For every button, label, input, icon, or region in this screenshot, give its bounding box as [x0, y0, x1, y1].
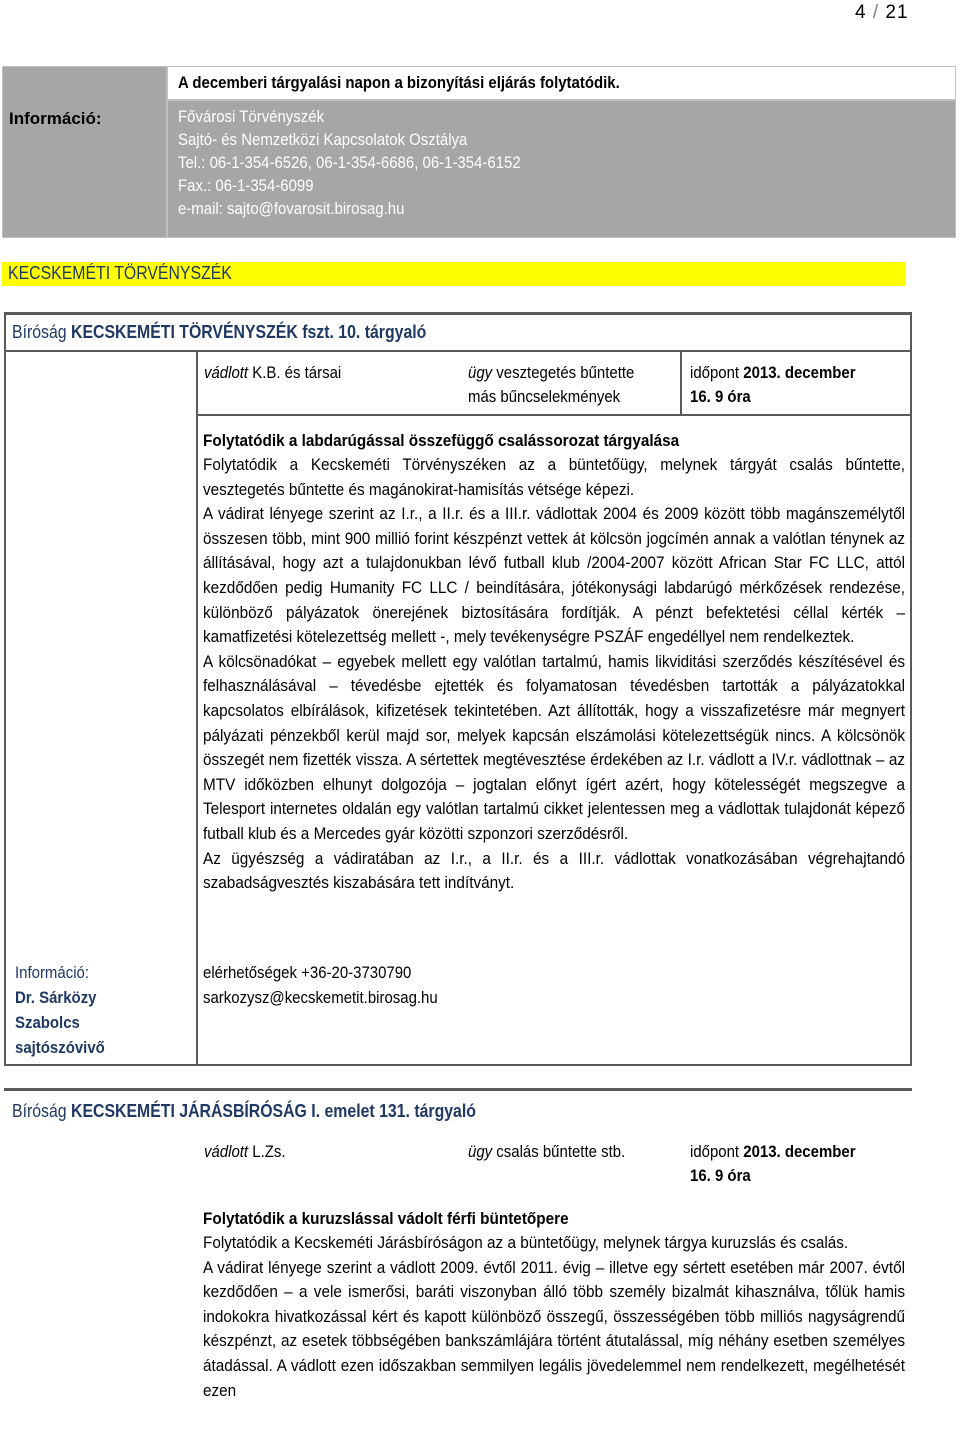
case1-time-line1: 2013. december — [743, 363, 856, 382]
case2-heading: Folytatódik a kuruzslással vádolt férfi büntetőpere — [203, 1209, 569, 1228]
case1-paragraph: A vádirat lényege szerint az I.r., a II.r. és a III.r. vádlottak 2004 és 2009 között több magánszemélytől összesen több, mint 900 millió forint készpénzt vettek át kölcsön jogcímén annak a valótlan ténynek az állításával, hogy azt a tulajdonukban lévő futball klub /2004-2007 között African Star FC LLC, attól kezdődően pedig Humanity FC LLC / beindítására, jótékonysági labdarúgó mérkőzések rendezése, különböző pályázatok önerejének biztosítására fordítják. A pénzt befektetési céllal kérték – kamatfizetési kötelezettség mellett -, mely tevékenységre PSZÁF engedéllyel nem rendelkeztek. — [203, 504, 905, 647]
case1-contact-label: Információ: — [15, 963, 90, 982]
info-contact-cell — [167, 100, 956, 238]
case1-case — [468, 361, 634, 409]
case1-time-line2: 16. 9 óra — [690, 387, 751, 406]
info-line: Fax.: 06-1-354-6099 — [178, 176, 314, 195]
case1-defendant-label: vádlott — [204, 363, 249, 382]
case1-paragraph: Az ügyészség a vádiratában az I.r., a II.r. és a III.r. vádlottak vonatkozásában végrehajtandó szabadságvesztés kiszabására tett indítványt. — [203, 848, 905, 893]
case1-title-court: KECSKEMÉTI TÖRVÉNYSZÉK — [71, 322, 298, 342]
case2-paragraph: Folytatódik a Kecskeméti Járásbíróságon az a büntetőügy, melynek tárgya kuruzslás és csalás. — [203, 1233, 849, 1252]
case1-body — [203, 428, 905, 896]
case2-header-row — [198, 1128, 912, 1194]
case2-time-line2: 16. 9 óra — [690, 1166, 751, 1185]
case1-contact-name: Dr. Sárközy — [15, 988, 97, 1007]
case2-case-line1: csalás bűntette stb. — [496, 1142, 626, 1161]
case2-time-line1: 2013. december — [743, 1142, 856, 1161]
case2-defendant-value: L.Zs. — [252, 1142, 286, 1161]
case1-col-divider — [196, 350, 198, 1066]
case2-title-prefix: Bíróság — [12, 1101, 67, 1121]
case1-case-line2: más bűncselekmények — [468, 387, 621, 406]
case1-title-room: fszt. 10. tárgyaló — [302, 322, 427, 342]
page-number — [855, 2, 909, 24]
case2-title-court: KECSKEMÉTI JÁRÁSBÍRÓSÁG — [71, 1101, 307, 1121]
case2-title — [12, 1101, 476, 1122]
case2-title-room: I. emelet 131. tárgyaló — [311, 1101, 476, 1121]
case2-defendant-label: vádlott — [204, 1142, 249, 1161]
case2-time — [690, 1140, 856, 1188]
court-banner — [2, 262, 906, 286]
court-banner-text: KECSKEMÉTI TÖRVÉNYSZÉK — [8, 263, 232, 283]
case1-time-label: időpont — [690, 363, 740, 382]
case1-contact-phone: elérhetőségek +36-20-3730790 — [203, 963, 412, 982]
page-number-separator: / — [872, 2, 880, 23]
case1-contact-side — [15, 960, 117, 1060]
case1-case-label: ügy — [468, 363, 493, 382]
page-number-total: 21 — [885, 2, 909, 23]
case1-time-cell — [680, 350, 914, 416]
case1-paragraph: A kölcsönadókat – egyebek mellett egy valótlan tartalmú, hamis likviditási szerződés készítésével és felhasználásával – tévedésbe ejtették és folyamatosan tévedésben tartották a pályázatokkal kapcsolatos elbírálások, kifizetések tekintetében. Azt állították, hogy a visszafizetésre már megnyert pályázati pénzekből kerül majd sor, melyek kapcsán elszámolási kötelezettségük nincs. A kölcsönök összegét nem fizették vissza. A sértettek megtévesztése érdekében az I.r. vádlott a IV.r. vádlottnak – az MTV időközben elhunyt dolgozója – jogtalan előnyt ígért azért, hogy kötelességét megszegve a Telesport internetes oldalán egy valótlan tartalmú cikket jelentessen meg a vádlottak tulajdonát képező futball klub és a Mercedes gyár közötti szponzori szerződésről. — [203, 651, 905, 843]
info-email[interactable]: e-mail: sajto@fovarosit.birosag.hu — [178, 199, 405, 218]
case1-contact-name: Szabolcs — [15, 1013, 80, 1032]
page-number-current: 4 — [855, 2, 867, 23]
info-headline-cell — [167, 66, 956, 100]
section-divider — [4, 1088, 912, 1091]
case1-contact-details — [203, 960, 470, 1010]
info-label-cell — [2, 66, 167, 238]
case1-heading: Folytatódik a labdarúgással összefüggő csalássorozat tárgyalása — [203, 431, 680, 450]
info-headline: A decemberi tárgyalási napon a bizonyítási eljárás folytatódik. — [178, 73, 620, 92]
info-block — [2, 66, 956, 238]
case2-paragraph: A vádirat lényege szerint a vádlott 2009. évtől 2011. évig – illetve egy sértett esetében már 2007. évtől kezdődően – a vele ismerősi, baráti viszonyban álló több személy bizalmát kihasználva, tőlük hamis indokokra hivatkozással kért és kapott különböző összegű, összességében több milliós nagyságrendű készpénzt, az esetek többségében bankszámlájára történt átutalással, míg néhány esetben személyes átadással. A vádlott ezen időszakban semmilyen legális jövedelemmel nem rendelkezett, megélhetését ezen — [203, 1257, 905, 1400]
info-line: Tel.: 06-1-354-6526, 06-1-354-6686, 06-1-354-6152 — [178, 153, 521, 172]
case1-defendant — [204, 361, 341, 385]
case2-defendant — [204, 1140, 286, 1164]
case2-case-label: ügy — [468, 1142, 493, 1161]
case1-header-row — [198, 350, 912, 416]
case2-case — [468, 1140, 625, 1164]
case1-paragraph: Folytatódik a Kecskeméti Törvényszéken az a büntetőügy, melynek tárgyát csalás bűntette, vesztegetés bűntette és magánokirat-hamisítás vétsége képezi. — [203, 455, 905, 499]
case1-contact-email[interactable]: sarkozysz@kecskemetit.birosag.hu — [203, 988, 438, 1007]
case1-defendant-value: K.B. és társai — [252, 363, 342, 382]
info-line: Sajtó- és Nemzetközi Kapcsolatok Osztálya — [178, 130, 468, 149]
case2-time-label: időpont — [690, 1142, 740, 1161]
case2-body — [203, 1206, 905, 1403]
case1-contact-role: sajtószóvivő — [15, 1038, 105, 1057]
info-label: Információ: — [9, 109, 102, 128]
case1-case-line1: vesztegetés bűntette — [496, 363, 635, 382]
info-line: Fővárosi Törvényszék — [178, 107, 325, 126]
case1-title-prefix: Bíróság — [12, 322, 67, 342]
case1-time — [690, 361, 856, 409]
